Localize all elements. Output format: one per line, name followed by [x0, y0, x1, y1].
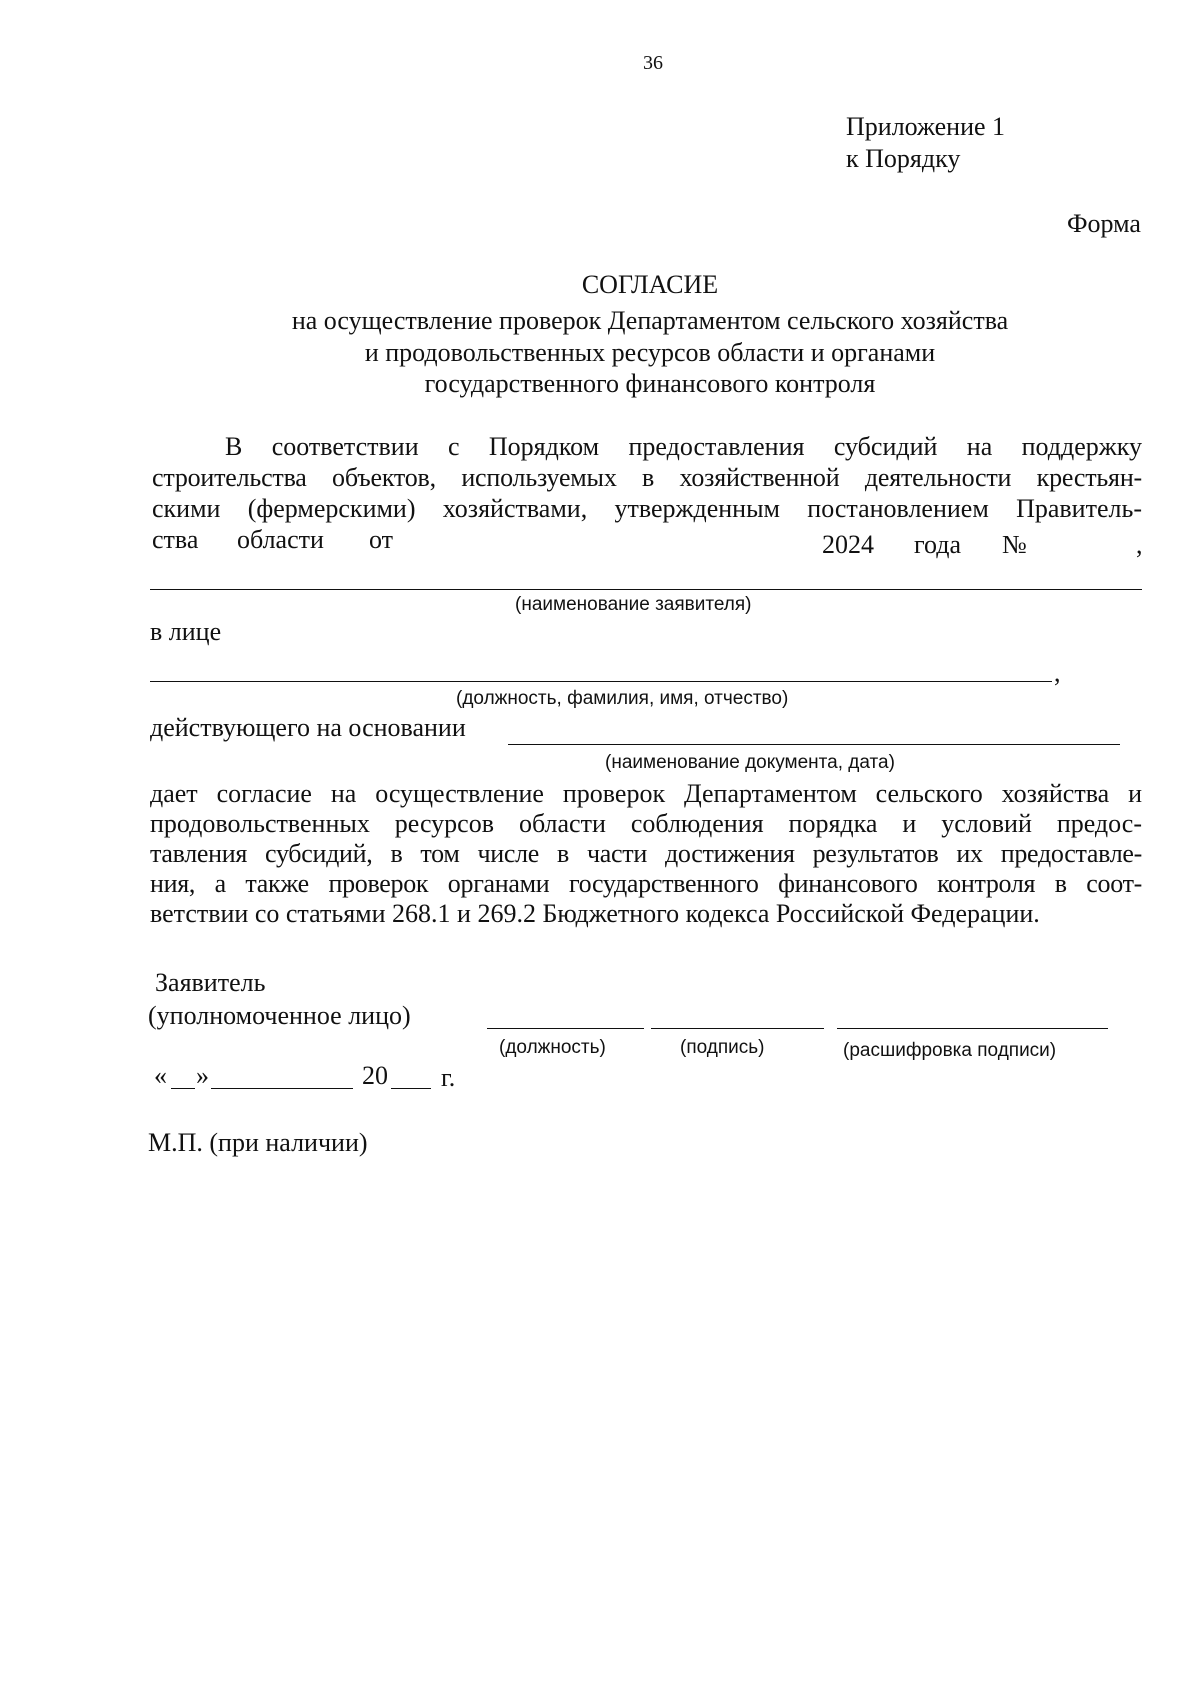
title-line-2: и продовольственных ресурсов области и органами [364, 338, 936, 367]
intro-row-4-word-2: области [237, 525, 324, 554]
applicant-label: Заявитель [155, 968, 266, 997]
document-title: СОГЛАСИЕ [581, 270, 719, 299]
date-year-prefix: 20 [362, 1061, 388, 1090]
page-number: 36 [643, 52, 663, 74]
intro-year-word: года [914, 530, 962, 559]
appendix-label: Приложение 1 [846, 112, 1006, 141]
title-line-3: государственного финансового контроля [424, 369, 876, 398]
applicant-name-line[interactable] [150, 589, 1142, 590]
consent-row-4: ния, а также проверок органами государственного финансового контроля в соот- [150, 869, 1142, 898]
basis-line[interactable] [508, 744, 1120, 745]
intro-comma: , [1136, 530, 1143, 559]
in-person-label: в лице [150, 617, 222, 646]
stamp-label: М.П. (при наличии) [148, 1128, 368, 1157]
signature-decode-line[interactable] [837, 1028, 1108, 1029]
intro-row-4-word-3: от [369, 525, 394, 554]
consent-paragraph [150, 779, 1142, 929]
form-label: Форма [1067, 209, 1141, 238]
date-open-quote: « [154, 1061, 167, 1090]
consent-row-1: дает согласие на осуществление проверок Департаментом сельского хозяйства и [150, 779, 1142, 808]
person-caption: (должность, фамилия, имя, отчество) [456, 688, 789, 709]
intro-number-sign: № [1002, 530, 1027, 559]
intro-year: 2024 [822, 530, 874, 559]
date-year-suffix: г. [441, 1063, 456, 1092]
position-line[interactable] [487, 1028, 644, 1029]
date-close-quote: » [196, 1061, 209, 1090]
position-caption: (должность) [499, 1037, 606, 1058]
intro-row-3: скими (фермерскими) хозяйствами, утвержденным постановлением Правитель- [152, 494, 1142, 523]
signature-caption: (подпись) [680, 1037, 765, 1058]
basis-label: действующего на основании [150, 713, 466, 742]
person-line-comma: , [1054, 658, 1061, 687]
consent-row-2: продовольственных ресурсов области соблюдения порядка и условий предос- [150, 809, 1142, 838]
title-line-1: на осуществление проверок Департаментом сельского хозяйства [291, 306, 1009, 335]
person-line[interactable] [150, 681, 1052, 682]
consent-row-3: тавления субсидий, в том числе в части достижения результатов их предоставле- [150, 839, 1142, 868]
intro-row-4-word-1: ства [152, 525, 199, 554]
applicant-name-caption: (наименование заявителя) [515, 594, 752, 615]
appendix-reference: к Порядку [846, 144, 961, 173]
signature-decode-caption: (расшифровка подписи) [843, 1040, 1057, 1061]
intro-row-1: В соответствии с Порядком предоставления субсидий на поддержку [225, 432, 1142, 461]
date-day-line[interactable] [171, 1088, 195, 1089]
authorized-person-label: (уполномоченное лицо) [148, 1001, 411, 1030]
consent-row-5: ветствии со статьями 268.1 и 269.2 Бюджетного кодекса Российской Федерации. [150, 899, 1040, 928]
basis-caption: (наименование документа, дата) [605, 752, 895, 773]
signature-line[interactable] [651, 1028, 824, 1029]
date-year-line[interactable] [391, 1088, 431, 1089]
intro-row-2: строительства объектов, используемых в хозяйственной деятельности крестьян- [152, 463, 1142, 492]
date-month-line[interactable] [211, 1088, 353, 1089]
